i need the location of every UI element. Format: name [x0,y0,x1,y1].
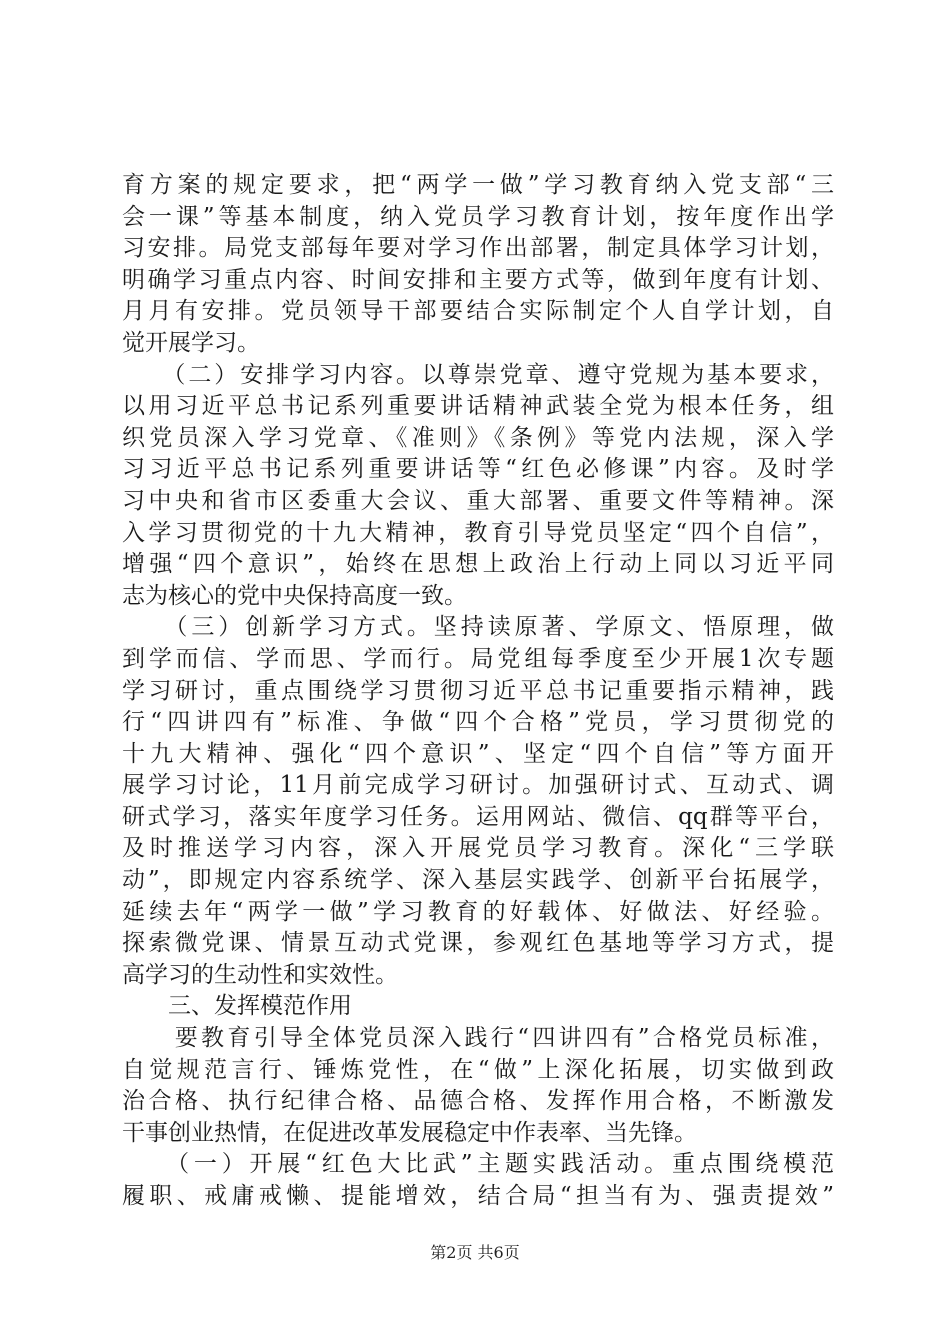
body-line: 习安排。局党支部每年要对学习作出部署，制定具体学习计划， [122,235,834,262]
body-line: 行“四讲四有”标准、争做“四个合格”党员，学习贯彻党的 [122,709,834,736]
body-line: 延续去年“两学一做”学习教育的好载体、好做法、好经验。 [122,898,834,925]
body-line: 履职、戒庸戒懒、提能增效，结合局“担当有为、强责提效” [122,1183,834,1209]
body-line: 高学习的生动性和实效性。 [122,961,398,988]
body-line: 习中央和省市区委重大会议、重大部署、重要文件等精神。深 [122,487,834,514]
body-line: 月月有安排。党员领导干部要结合实际制定个人自学计划，自 [122,298,834,325]
body-line: 十九大精神、强化“四个意识”、坚定“四个自信”等方面开 [122,740,834,767]
document-body [122,170,834,1213]
page-footer: 第2页 共6页 [430,1243,520,1262]
body-line: 动”，即规定内容系统学、深入基层实践学、创新平台拓展学， [122,867,834,894]
body-line: 志为核心的党中央保持高度一致。 [122,582,467,609]
body-line: 三、发挥模范作用 [122,993,352,1020]
body-line: 要教育引导全体党员深入践行“四讲四有”合格党员标准， [122,1025,834,1052]
body-line: 织党员深入学习党章、《准则》《条例》等党内法规，深入学 [122,424,834,451]
body-line: （二）安排学习内容。以尊崇党章、遵守党规为基本要求， [122,361,834,388]
body-line: （三）创新学习方式。坚持读原著、学原文、悟原理，做 [122,614,834,641]
body-line: 增强“四个意识”，始终在思想上政治上行动上同以习近平同 [122,551,834,578]
body-line: 治合格、执行纪律合格、品德合格、发挥作用合格，不断激发 [122,1088,834,1115]
body-line: 探索微党课、情景互动式党课，参观红色基地等学习方式，提 [122,930,834,957]
body-line: 会一课”等基本制度，纳入党员学习教育计划，按年度作出学 [122,203,834,230]
body-line: 展学习讨论，11月前完成学习研讨。加强研讨式、互动式、调 [122,772,834,799]
body-line: 习习近平总书记系列重要讲话等“红色必修课”内容。及时学 [122,456,834,483]
body-line: 育方案的规定要求，把“两学一做”学习教育纳入党支部“三 [122,172,834,198]
body-line: 研式学习，落实年度学习任务。运用网站、微信、qq群等平台， [122,803,834,830]
body-line: 自觉规范言行、锤炼党性，在“做”上深化拓展，切实做到政 [122,1056,834,1083]
body-line: 入学习贯彻党的十九大精神，教育引导党员坚定“四个自信”， [122,519,834,546]
body-line: 干事创业热情，在促进改革发展稳定中作表率、当先锋。 [122,1119,697,1146]
body-line: 学习研讨，重点围绕学习贯彻习近平总书记重要指示精神，践 [122,677,834,704]
body-line: （一）开展“红色大比武”主题实践活动。重点围绕模范 [122,1151,834,1178]
body-line: 明确学习重点内容、时间安排和主要方式等，做到年度有计划、 [122,266,834,293]
body-line: 以用习近平总书记系列重要讲话精神武装全党为根本任务，组 [122,393,834,420]
body-line: 觉开展学习。 [122,329,260,356]
body-line: 到学而信、学而思、学而行。局党组每季度至少开展1次专题 [122,645,834,672]
body-line: 及时推送学习内容，深入开展党员学习教育。深化“三学联 [122,835,834,862]
